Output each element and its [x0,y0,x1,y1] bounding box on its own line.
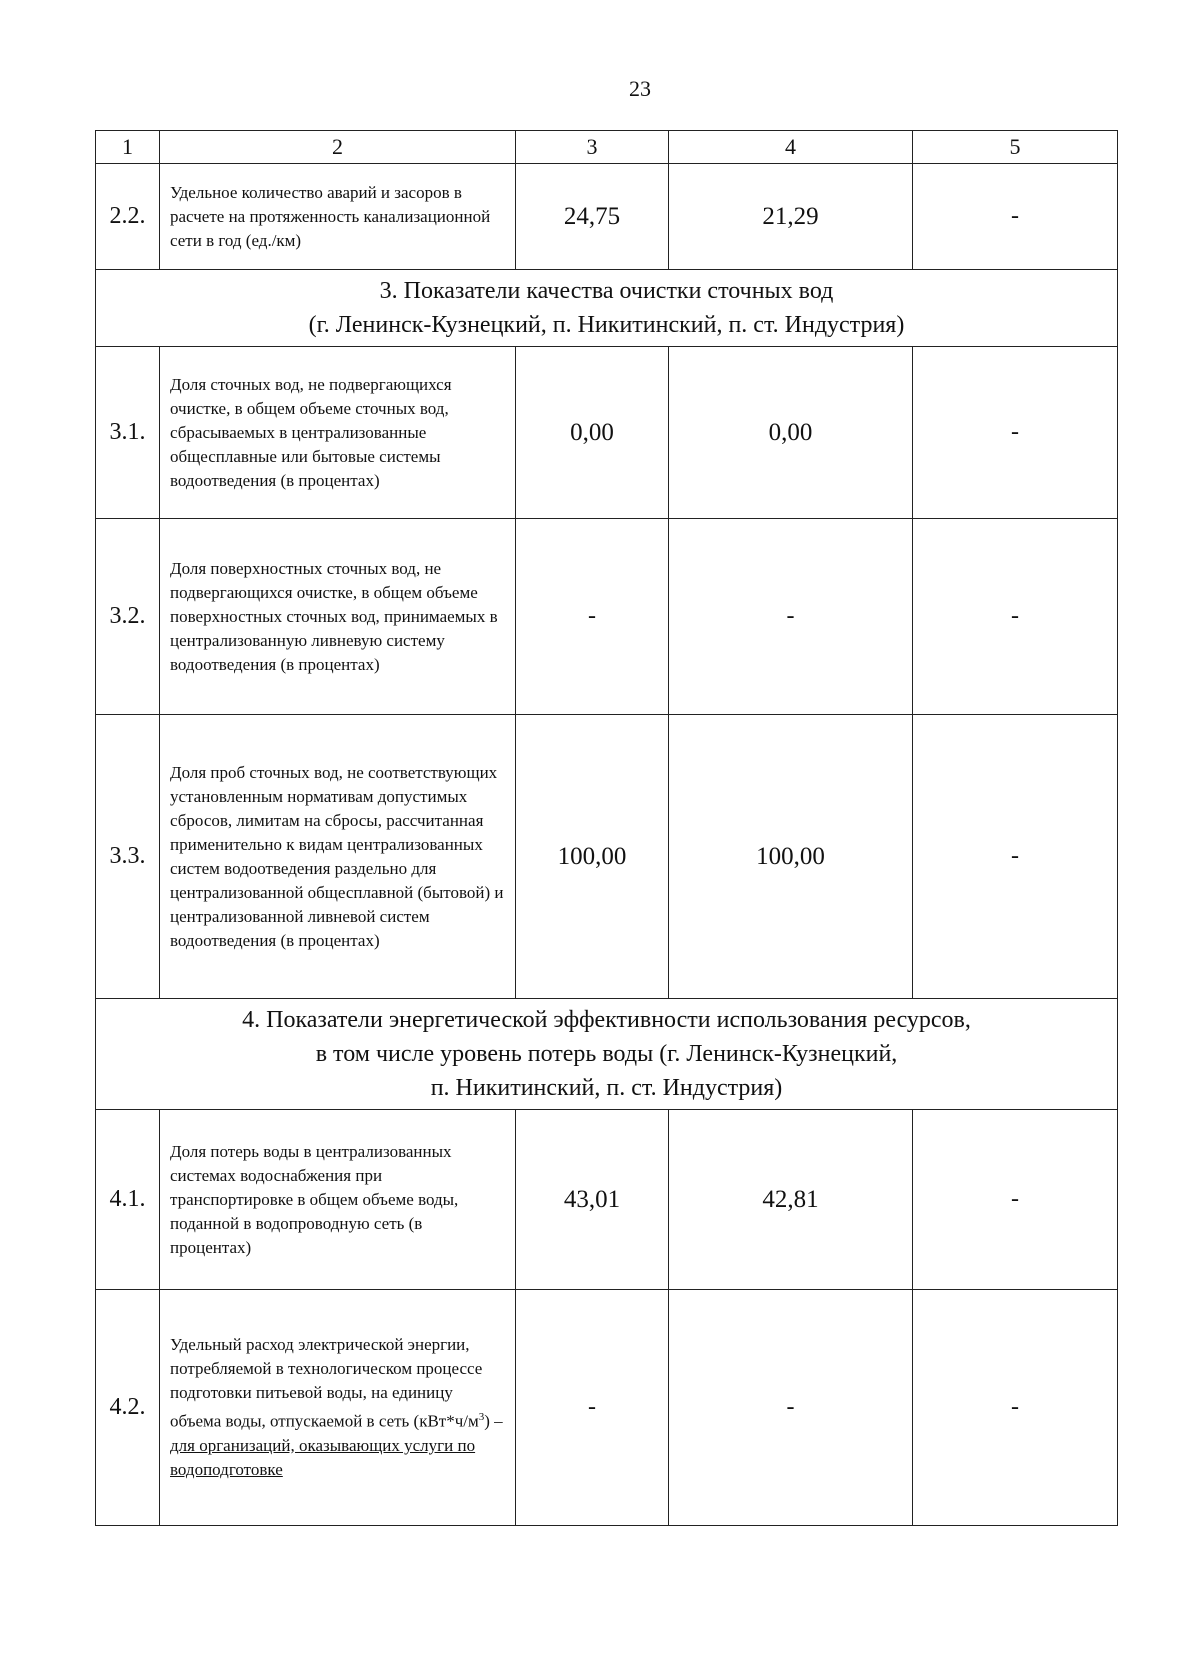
page-number: 23 [629,76,651,101]
row-description: Доля потерь воды в централизованных системах водоснабжения при транспортировке в общем объеме воды, поданной в водопроводную сеть (в процентах) [160,1110,516,1290]
row-description: Доля поверхностных сточных вод, не подвергающихся очистке, в общем объеме поверхностных сточных вод, принимаемых в централизованную ливневую систему водоотведения (в процентах) [160,519,516,715]
row-description-text: Удельный расход электрической энергии, потребляемой в технологическом процессе подготовки питьевой воды, на единицу объема воды, отпускаемой в сеть (кВт*ч/м [170,1335,483,1431]
value-col-3: 0,00 [516,347,669,519]
row-description [160,1290,516,1526]
value-col-4: 0,00 [669,347,913,519]
table-row [96,715,1118,999]
value-col-3: 43,01 [516,1110,669,1290]
value-col-5: - [913,164,1118,270]
superscript: 3 [478,1411,485,1424]
row-description: Доля проб сточных вод, не соответствующих установленным нормативам допустимых сбросов, лимитам на сбросы, рассчитанная применительно к видам централизованных систем водоотведения раздельно для централизованной общесплавной (бытовой) и централизованной ливневой систем водоотведения (в процентах) [160,715,516,999]
value-col-5: - [913,1290,1118,1526]
table-row [96,347,1118,519]
row-number: 4.1. [96,1110,160,1290]
row-number: 3.1. [96,347,160,519]
section-3-subtitle: (г. Ленинск-Кузнецкий, п. Никитинский, п. ст. Индустрия) [308,312,905,338]
table-row [96,1110,1118,1290]
value-col-4: 21,29 [669,164,913,270]
indicators-table [95,130,1118,1526]
value-col-3: 100,00 [516,715,669,999]
value-col-3: - [516,519,669,715]
header-col-3: 3 [516,131,669,164]
section-header-row [96,999,1118,1110]
value-col-5: - [913,519,1118,715]
section-4-line-2: в том числе уровень потерь воды (г. Ленинск-Кузнецкий, [315,1041,898,1067]
value-col-5: - [913,715,1118,999]
table-row [96,519,1118,715]
row-number: 3.2. [96,519,160,715]
table-row [96,1290,1118,1526]
underlined-note: для организаций, оказывающих услуги по водоподготовке [170,1435,476,1479]
value-col-4: - [669,1290,913,1526]
section-4-line-1: 4. Показатели энергетической эффективности использования ресурсов, [242,1007,971,1033]
row-number: 4.2. [96,1290,160,1526]
value-col-5: - [913,1110,1118,1290]
header-row [96,131,1118,164]
header-col-2: 2 [160,131,516,164]
section-4-heading [96,999,1118,1110]
value-col-3: - [516,1290,669,1526]
table-row [96,164,1118,270]
section-3-heading [96,270,1118,347]
value-col-4: 100,00 [669,715,913,999]
row-number: 3.3. [96,715,160,999]
row-number: 2.2. [96,164,160,270]
row-description: Удельное количество аварий и засоров в расчете на протяженность канализационной сети в год (ед./км) [160,164,516,270]
value-col-4: - [669,519,913,715]
section-header-row [96,270,1118,347]
value-col-3: 24,75 [516,164,669,270]
row-description: Доля сточных вод, не подвергающихся очистке, в общем объеме сточных вод, сбрасываемых в централизованные общесплавные или бытовые системы водоотведения (в процентах) [160,347,516,519]
section-3-title: 3. Показатели качества очистки сточных вод [379,278,834,304]
value-col-5: - [913,347,1118,519]
section-4-line-3: п. Никитинский, п. ст. Индустрия) [430,1075,783,1101]
value-col-4: 42,81 [669,1110,913,1290]
header-col-4: 4 [669,131,913,164]
row-description-text-cont: ) – [484,1411,503,1431]
header-col-1: 1 [96,131,160,164]
header-col-5: 5 [913,131,1118,164]
